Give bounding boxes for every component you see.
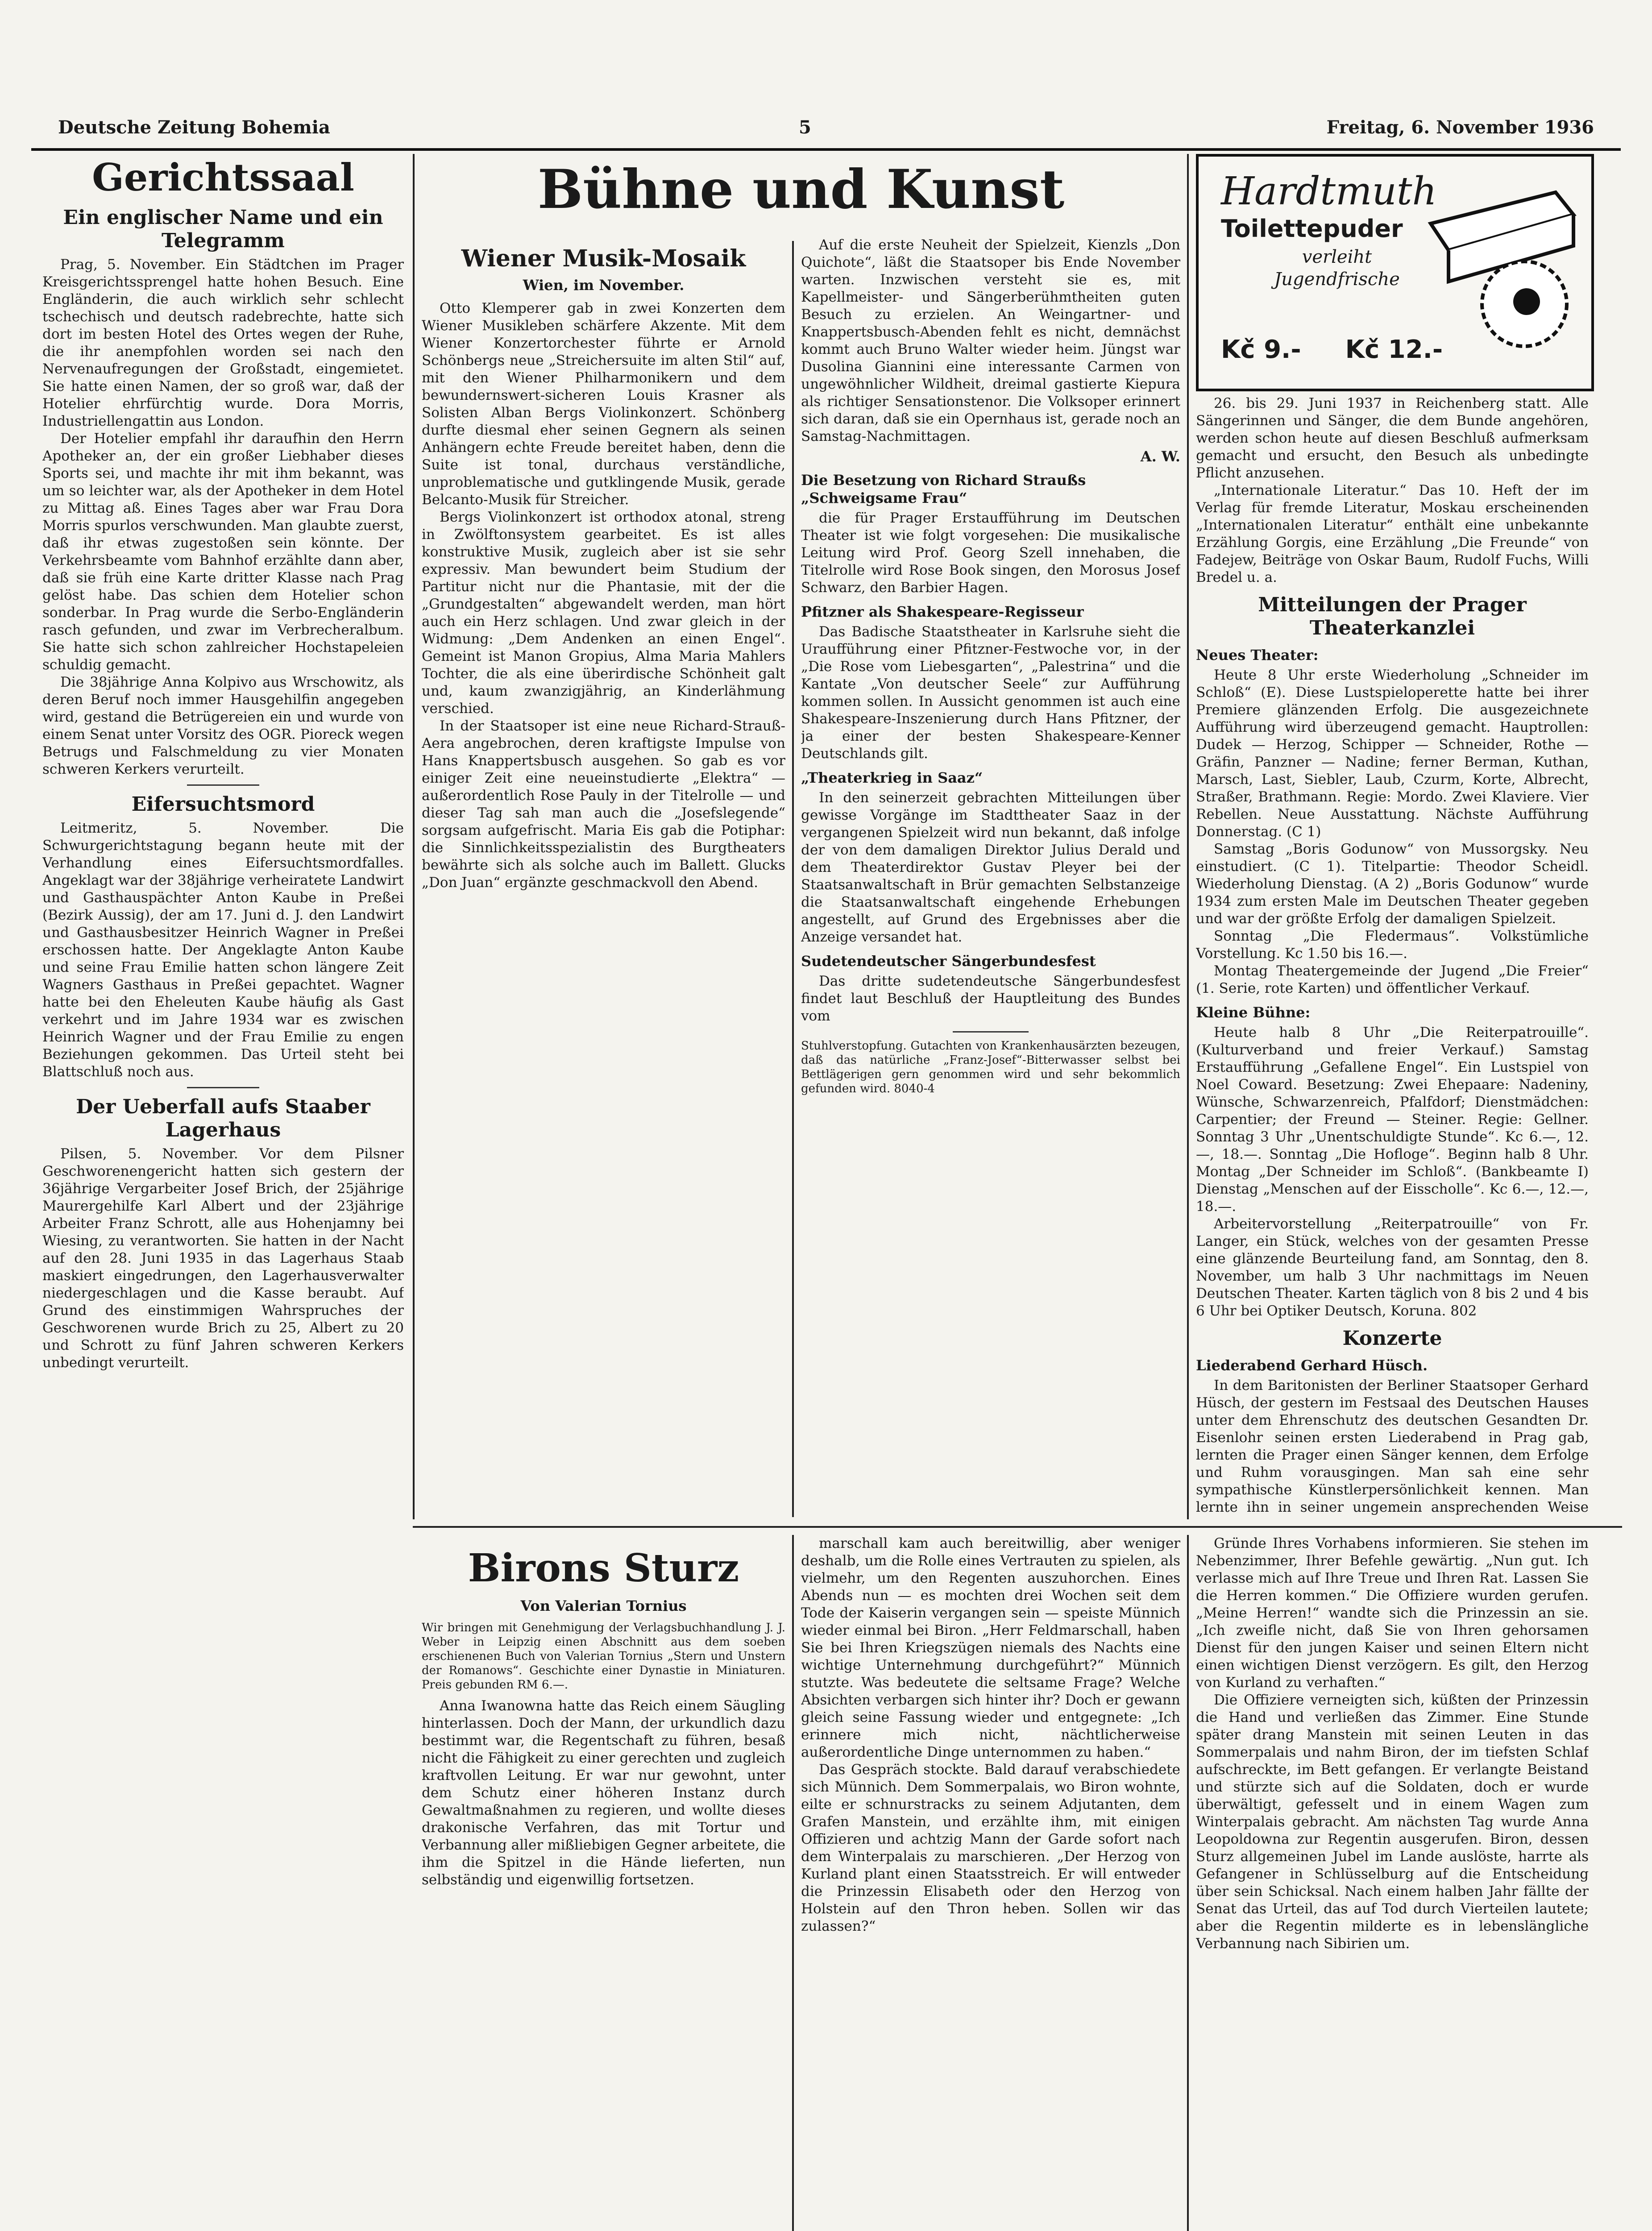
dateline: Wien, im November.	[523, 277, 685, 294]
mosaik-column	[422, 236, 785, 1517]
right-column	[1196, 395, 1589, 1517]
powder-box-illustration	[1422, 174, 1582, 371]
program-paragraph: Heute 8 Uhr erste Wiederholung „Schneider im Schloß“ (E). Diese Lustspieloperette hatte bei ihrer Premiere glänzenden Erfolg. Die ausgezeichnete Aufführung wird überzeugend gemacht. Hauptrollen: Dudek — Herzog, Schipper — Schneider, Rothe — Gräfin, Panzner — Nadine; ferner Berman, Kuthan, Marsch, Last, Siebler, Laub, Czurm, Korte, Albrecht, Straßer, Brathmann. Regie: Mordo. Zwei Klaviere. Vier Rebellen. Neue Ausstattung. Nächste Aufführung Donnerstag. (C 1)	[1196, 667, 1589, 840]
divider	[187, 1087, 259, 1088]
page-number: 5	[799, 117, 811, 138]
venue-label-kleine-buehne: Kleine Bühne:	[1196, 1004, 1311, 1021]
feuilleton-col-2	[801, 1535, 1180, 2231]
program-paragraph: Sonntag „Die Fledermaus“. Volkstümliche Vorstellung. Kc 1.50 bis 16.—.	[1196, 928, 1589, 962]
note-title-saaz: „Theaterkrieg in Saaz“	[801, 769, 983, 786]
hardtmuth-advertisement	[1196, 154, 1594, 391]
column-rule	[1187, 154, 1189, 1519]
feuilleton-paragraph: Gründe Ihres Vorhabens informieren. Sie stehen im Nebenzimmer, Ihrer Befehle gewärtig. „Nun gut. Ich verlasse mich auf Ihre Treue und Ihren Rat. Lassen Sie die Herren kommen.“ Die Offiziere wurden gerufen. „Meine Herren!“ wandte sich die Prinzessin an sie. „Ich zweifle nicht, daß Sie von Ihren gehorsamen Dienst für den jungen Kaiser und seinen Eltern nicht einen wichtigen Dienst verzögern. Es gilt, den Herzog von Kurland zu verhaften.“	[1196, 1535, 1589, 1691]
note-paragraph: 26. bis 29. Juni 1937 in Reichenberg statt. Alle Sängerinnen und Sänger, die dem Bunde angehören, werden schon heute auf diesen Beschluß aufmerksam gemacht und ersucht, den Besuch als unbedingte Pflicht anzusehen.	[1196, 395, 1589, 481]
article-paragraph: Pilsen, 5. November. Vor dem Pilsner Geschworenengericht hatten sich gestern der 36jährige Vergarbeiter Josef Brich, der 25jährige Maurergehilfe Karl Albert und der 23jährige Arbeiter Franz Schrott, alle aus Hohenjamny bei Wiesing, zu verantworten. Sie hatten in der Nacht auf den 28. Juni 1935 in das Lagerhaus Staab maskiert eingedrungen, den Lagerhausverwalter niedergeschlagen und die Kasse beraubt. Auf Grund des einstimmigen Wahrspruches der Geschworenen wurde Brich zu 25, Albert zu 20 und Schrott zu fünf Jahren schweren Kerkers unbedingt verurteilt.	[42, 1146, 404, 1371]
masthead	[31, 117, 1621, 151]
feuilleton-col-1	[422, 1535, 785, 2231]
article-paragraph: Bergs Violinkonzert ist orthodox atonal, streng in Zwölftonsystem gearbeitet. Es ist alles konstruktive Musik, zugleich aber ist sie sehr expressiv. Man bewundert beim Studium der Partitur nicht nur die Phantasie, mit der die „Grundgestalten“ abgewandelt werden, man hört auch ein Herz schlagen. Und zwar gleich in der Widmung: „Dem Andenken an einen Engel“. Gemeint ist Manon Gropius, Alma Maria Mahlers Tochter, die als eine überirdische Schönheit galt und, kaum zwanzigjährig, an Kinderlähmung verschied.	[422, 509, 785, 717]
feuilleton-col-3	[1196, 1535, 1589, 2231]
note-paragraph: die für Prager Erstaufführung im Deutschen Theater ist wie folgt vorgesehen: Die musikalische Leitung wird Prof. Georg Szell innehaben, die Titelrolle wird Rose Book singen, den Morosus Josef Schwarz, den Barbier Hagen.	[801, 510, 1180, 596]
note-paragraph: Das dritte sudetendeutsche Sängerbundesfest findet laut Beschluß der Hauptleitung des Bundes vom	[801, 973, 1180, 1024]
program-paragraph: Heute halb 8 Uhr „Die Reiterpatrouille“. (Kulturverband und freier Verkauf.) Samstag Erstaufführung „Gefallene Engel“. Ein Lustspiel von Noel Coward. Besetzung: Zwei Ehepaare: Nadeniny, Wünsche, Schwarzenreich, Pfalfdorf; Dienstmädchen: Carpentier; der Freund — Steiner. Regie: Gellner. Sonntag 3 Uhr „Unentschuldigte Stunde“. Kc 6.—, 12.—, 18.—. Sonntag „Die Hofloge“. Beginn halb 8 Uhr. Montag „Der Schneider im Schloß“. (Bankbeamte I) Dienstag „Menschen auf der Eisscholle“. Kc 6.—, 12.—, 18.—.	[1196, 1024, 1589, 1215]
column-rule	[792, 241, 794, 1517]
article-paragraph: Leitmeritz, 5. November. Die Schwurgerichtstagung begann heute mit der Verhandlung eines Eifersuchtsmordfalles. Angeklagt war der 38jährige verheiratete Landwirt und Gasthauspächter Anton Kaube in Preßei (Bezirk Aussig), der am 17. Juni d. J. den Landwirt und Gasthausbesitzer Heinrich Wagner in Preßei erschossen hatte. Der Angeklagte Anton Kaube und seine Frau Emilie hatten schon längere Zeit Wagners Gasthaus in Preßei gepachtet. Wagner hatte bei den Eheleuten Kaube häufig als Gast verkehrt und im Jahre 1934 war es zwischen Heinrich Wagner und der Frau Emilie zu engen Beziehungen gekommen. Das Urteil steht bei Blattschluß noch aus.	[42, 820, 404, 1080]
advertorial-note: Stuhlverstopfung. Gutachten von Krankenhausärzten bezeugen, daß das natürliche „Franz-Josef“-Bitterwasser selbst bei Bettlägerigen gern genommen wird und sehr bekommlich gefunden wird. 8040-4	[801, 1039, 1180, 1095]
article-title-mosaik: Wiener Musik-Mosaik	[461, 245, 746, 272]
note-paragraph: „Internationale Literatur.“ Das 10. Heft der im Verlag für fremde Literatur, Moskau erscheinenden „Internationalen Literatur“ enthält eine unbekannte Erzählung Gorgis, eine Erzählung „Die Freunde“ von Fadejew, Beiträge von Oskar Baum, Rudolf Fuchs, Willi Bredel u. a.	[1196, 482, 1589, 585]
divider	[953, 1031, 1029, 1033]
article-title-ueberfall: Der Ueberfall aufs Staaber Lagerhaus	[76, 1095, 370, 1141]
section-title-konzerte: Konzerte	[1342, 1327, 1442, 1350]
feuilleton-publisher-note: Wir bringen mit Genehmigung der Verlagsbuchhandlung J. J. Weber in Leipzig einen Abschnitt aus dem soeben erschienenen Buch von Valerian Tornius „Stern und Unstern der Romanows“. Geschichte einer Dynastie in Miniaturen. Preis gebunden RM 6.—.	[422, 1621, 785, 1692]
note-title-saenger: Sudetendeutscher Sängerbundesfest	[801, 953, 1096, 970]
article-paragraph: Prag, 5. November. Ein Städtchen im Prager Kreisgerichtssprengel hatte hohen Besuch. Eine Engländerin, die auch wirklich sehr schlecht tschechisch und deutsch radebrechte, hatte sich dort im besten Hotel des Ortes wegen der Ruhe, die ihr anempfohlen worden sei nach den Nervenaufregungen der Großstadt, eingemietet. Sie hatte einen Namen, der so groß war, daß der Hotelier ehrfürchtig wurde. Dora Morris, Industriellengattin aus London.	[42, 257, 404, 429]
note-paragraph: Das Badische Staatstheater in Karlsruhe sieht die Uraufführung einer Pfitzner-Festwoche vor, in der „Die Rose vom Liebesgarten“, „Palestrina“ und die Kantate „Von deutscher Seele“ zur Aufführung kommen sollen. In Aussicht genommen ist auch eine Shakespeare-Inszenierung durch Hans Pfitzner, der ja einer der besten Shakespeare-Kenner Deutschlands gilt.	[801, 624, 1180, 762]
column-rule	[413, 154, 415, 1519]
article-title-englischer-name: Ein englischer Name und ein Telegramm	[63, 206, 383, 252]
issue-date: Freitag, 6. November 1936	[1326, 117, 1594, 138]
feuilleton-paragraph: Das Gespräch stockte. Bald darauf verabschiedete sich Münnich. Dem Sommerpalais, wo Biron wohnte, eilte er schnurstracks zu seinem Adjutanten, dem Grafen Manstein, und erzählte ihm, mit einigen Offizieren und achtzig Mann der Garde sofort nach dem Winterpalais zu marschieren. „Der Herzog von Kurland plant einen Staatsstreich. Er will entweder die Prinzessin Elisabeth oder den Herzog von Holstein auf den Thron heben. Sollen wir das zulassen?“	[801, 1762, 1180, 1934]
ad-price-large: Kč 12.-	[1345, 335, 1443, 364]
ad-price-small: Kč 9.-	[1221, 335, 1301, 364]
article-paragraph: Die 38jährige Anna Kolpivo aus Wrschowitz, als deren Beruf noch immer Hausgehilfin angegeben wird, gestand die Betrügereien ein und wurde von einem Senat unter Vorsitz des OGR. Pioreck wegen Betrugs und Falschmeldung zu vier Monaten schweren Kerkers verurteilt.	[42, 674, 404, 777]
author-sign: A. W.	[1140, 448, 1180, 465]
section-title-theaterkanzlei: Mitteilungen der Prager Theaterkanzlei	[1258, 593, 1527, 639]
concert-title: Liederabend Gerhard Hüsch.	[1196, 1357, 1428, 1374]
ad-prices	[1221, 335, 1443, 364]
column-rule	[792, 1535, 794, 2231]
concert-paragraph: In dem Baritonisten der Berliner Staatsoper Gerhard Hüsch, der gestern im Festsaal des Deutschen Hauses unter dem Ehrenschutz des deutschen Gesandten Dr. Eisenlohr seinen ersten Liederabend in Prag gab, lernten die Prager einen Sänger kennen, dem Erfolge und Ruhm vorausgingen. Man sah eine sehr sympathische Künstlerpersönlichkeit kennen. Man lernte ihn in seiner ungemein ansprechenden Weise	[1196, 1377, 1589, 1515]
buehne-notes-column	[801, 236, 1180, 1517]
section-title-buehne: Bühne und Kunst	[537, 158, 1065, 221]
column-rule	[1187, 1535, 1189, 2231]
feuilleton-rule	[413, 1526, 1622, 1528]
note-title-pfitzner: Pfitzner als Shakespeare-Regisseur	[801, 603, 1084, 620]
article-paragraph: Otto Klemperer gab in zwei Konzerten dem Wiener Musikleben schärfere Akzente. Mit dem Wiener Konzertorchester führte er Arnold Schönbergs neue „Streichersuite im alten Stil“ auf, mit den Wiener Philharmonikern und dem bewundernswert-sicheren Louis Krasner als Solisten Alban Bergs Violinkonzert. Schönberg durfte diesmal eher seinen Gegnern als seinen Anhängern echte Freude bereitet haben, denn die Suite ist tonal, durchaus verständliche, unproblematische und gutklingende Musik, gerade Belcanto-Musik für Streicher.	[422, 300, 785, 508]
feuilleton-author: Von Valerian Tornius	[520, 1597, 687, 1614]
note-title-strauss: Die Besetzung von Richard Straußs „Schweigsame Frau“	[801, 472, 1086, 506]
section-title-gerichtssaal: Gerichtssaal	[92, 155, 354, 199]
feuilleton-paragraph: Anna Iwanowna hatte das Reich einem Säugling hinterlassen. Doch der Mann, der urkundlich dazu bestimmt war, die Regentschaft zu führen, besaß nicht die Fähigkeit zu einer gerechten und zugleich kraftvollen Leitung. Er war nur gewohnt, unter dem Schutz einer höheren Instanz durch Gewaltmaßnahmen zu regieren, und wollte dieses drakonische Verfahren, das mit Tortur und Verbannung aller mißliebigen Gegner arbeitete, die ihm die Spitzel in die Hände lieferten, nun selbständig und eigenwillig fortsetzen.	[422, 1698, 785, 1888]
feuilleton-title: Birons Sturz	[468, 1546, 739, 1591]
feuilleton-paragraph: Die Offiziere verneigten sich, küßten der Prinzessin die Hand und verließen das Zimmer. Eine Stunde später drang Manstein mit seinen Leuten in das Sommerpalais und nahm Biron, der im tiefsten Schlaf aufschreckte, im Bett gefangen. Er verlangte Beistand und stürzte sich auf die Soldaten, doch er wurde überwältigt, gefesselt und in einem Wagen zum Winterpalais gebracht. Am nächsten Tag wurde Anna Leopoldowna zur Regentin ausgerufen. Biron, dessen Sturz allgemeinen Jubel im Lande auslöste, harrte als Gefangener in Schlüsselburg auf die Entscheidung über sein Schicksal. Nach einem halben Jahr fällte der Senat das Urteil, das auf Tod durch Vierteilen lautete; aber die Regentin milderte es in lebenslängliche Verbannung nach Sibirien um.	[1196, 1692, 1589, 1952]
article-paragraph: Der Hotelier empfahl ihr daraufhin den Herrn Apotheker an, der ein großer Liebhaber dieses Sports sei, und machte ihr mit ihm bekannt, was um so leichter war, als der Apotheker in dem Hotel zu Mittag aß. Eines Tages aber war Frau Dora Morris spurlos verschwunden. Man glaubte zuerst, daß ihr etwas zugestoßen sein könnte. Der Verkehrsbeamte vom Bahnhof erzählte dann aber, daß sie früh eine Karte dritter Klasse nach Prag gelöst habe. Das schien dem Hotelier schon sonderbar. In Prag wurde die Serbo-Engländerin rasch gefunden, und zwar im Verbrecheralbum. Sie hatte sich schon zahlreicher Hochstapeleien schuldig gemacht.	[42, 431, 404, 673]
venue-label-neues-theater: Neues Theater:	[1196, 647, 1319, 663]
program-paragraph: Samstag „Boris Godunow“ von Mussorgsky. Neu einstudiert. (C 1). Titelpartie: Theodor Scheidl. Wiederholung Dienstag. (A 2) „Boris Godunow“ wurde 1934 zum ersten Male im Deutschen Theater gegeben und war der größte Erfolg der damaligen Spielzeit.	[1196, 841, 1589, 927]
paper-name: Deutsche Zeitung Bohemia	[58, 117, 330, 138]
article-paragraph: In der Staatsoper ist eine neue Richard-Strauß-Aera angebrochen, deren kraftigste Impulse von Hans Knappertsbusch ausgehen. So gab es vor einiger Zeit eine neueinstudierte „Elektra“ — außerordentlich Rose Pauly in der Titelrolle — und dieser Tag sah man auch die „Josefslegende“ sorgsam aufgefrischt. Maria Eis gab die Potiphar: die Sinnlichkeitsspezialistin des Burgtheaters bewährte sich als solche auch im Ballett. Glucks „Don Juan“ ergänzte geschmackvoll den Abend.	[422, 718, 785, 891]
ad-tagline: verleiht Jugendfrische	[1274, 247, 1400, 290]
ad-brand: Hardtmuth	[1221, 169, 1437, 214]
gerichtssaal-column	[42, 152, 404, 2231]
ad-product: Toilettepuder	[1221, 215, 1403, 243]
article-paragraph: Auf die erste Neuheit der Spielzeit, Kienzls „Don Quichote“, läßt die Staatsoper bis Ende November warten. Inzwischen versteht sie es, mit Kapellmeister- und Sängerberühmtheiten guten Besuch zu erzielen. An Weingartner- und Knappertsbusch-Abenden fehlt es nicht, demnächst kommt auch Bruno Walter wieder heim. Jüngst war Dusolina Giannini eine interessante Carmen von ungewöhnlicher Wildheit, dreimal gastierte Kiepura als richtiger Sensationstenor. Die Volksoper erinnert sich daran, daß sie ein Opernhaus ist, gerade noch an Samstag-Nachmittagen.	[801, 237, 1180, 444]
note-paragraph: In den seinerzeit gebrachten Mitteilungen über gewisse Vorgänge im Stadttheater Saaz in der vergangenen Spielzeit wird nun bekannt, daß infolge der von dem damaligen Direktor Julius Derald und dem Theaterdirektor Gustav Pleyer bei der Staatsanwaltschaft in Brür gemachten Selbstanzeige die Staatsanwaltschaft eingehende Erhebungen angestellt, auf Grund des Ergebnisses aber die Anzeige versandet hat.	[801, 790, 1180, 945]
divider	[187, 784, 259, 786]
article-title-eifersuchtsmord: Eifersuchtsmord	[131, 793, 315, 816]
program-paragraph: Montag Theatergemeinde der Jugend „Die Freier“ (1. Serie, rote Karten) und öffentlicher Verkauf.	[1196, 963, 1589, 996]
feuilleton-paragraph: marschall kam auch bereitwillig, aber weniger deshalb, um die Rolle eines Vertrauten zu spielen, als vielmehr, um den Regenten auszuhorchen. Eines Abends nun — es mochten drei Wochen seit dem Tode der Kaiserin vergangen sein — speiste Münnich wieder einmal bei Biron. „Herr Feldmarschall, haben Sie bei Ihren Kriegszügen niemals des Nachts eine wichtige Unternehmung durchgeführt?“ Münnich stutzte. Was bedeutete die seltsame Frage? Welche Absichten verbargen sich hinter ihr? Doch er gewann gleich seine Fassung wieder und entgegnete: „Ich erinnere mich nicht, nächtlicherweise außerordentliche Dinge unternommen zu haben.“	[801, 1535, 1180, 1760]
program-paragraph: Arbeitervorstellung „Reiterpatrouille“ von Fr. Langer, ein Stück, welches von der gesamten Presse eine glänzende Beurteilung fand, am Sonntag, den 8. November, um halb 3 Uhr nachmittags im Neuen Deutschen Theater. Karten täglich von 8 bis 2 und 4 bis 6 Uhr bei Optiker Deutsch, Koruna. 802	[1196, 1216, 1589, 1319]
buehne-header	[422, 152, 1180, 241]
